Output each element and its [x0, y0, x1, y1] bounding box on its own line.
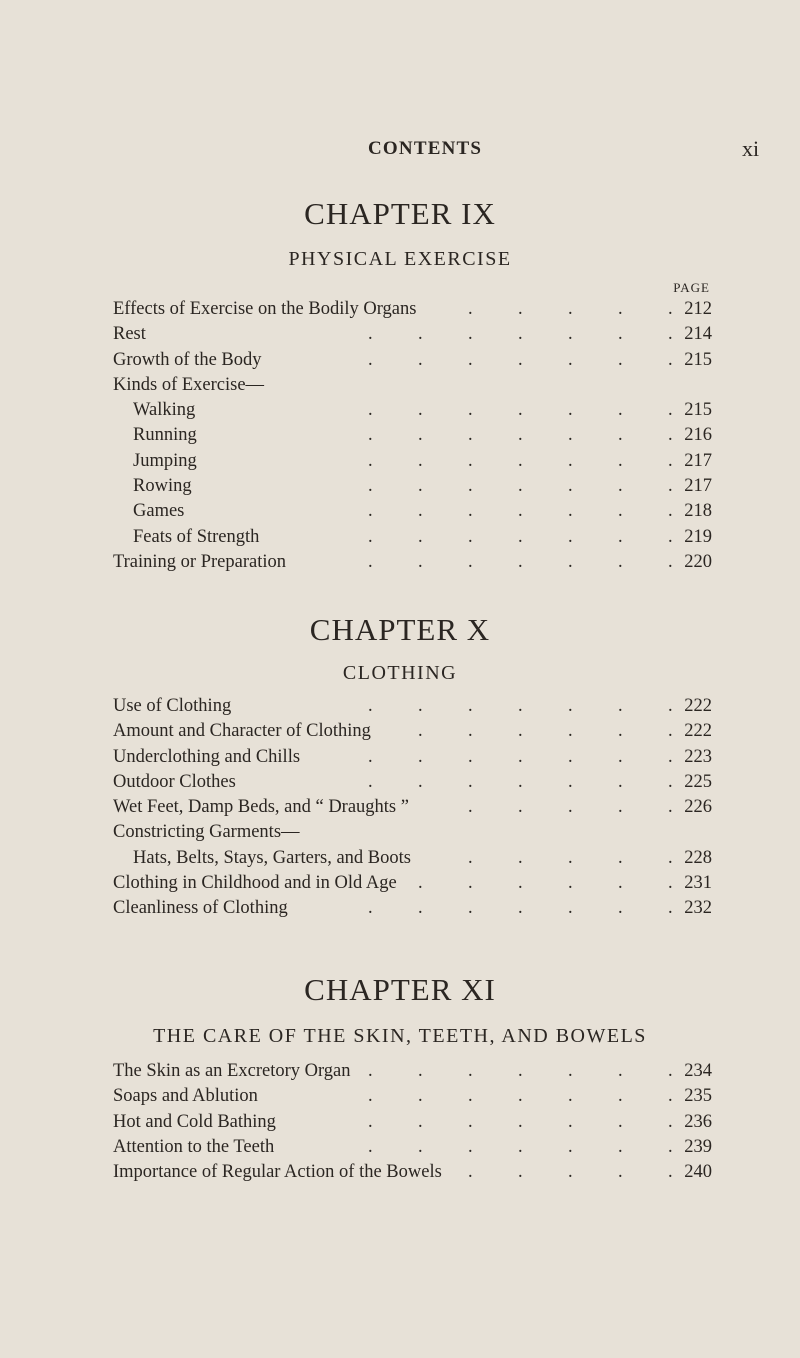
leader-dot: .: [468, 746, 473, 767]
leader-dot: .: [468, 1111, 473, 1132]
leader-dot: .: [518, 898, 523, 919]
leader-dot: .: [568, 847, 573, 868]
leader-dot: .: [418, 898, 423, 919]
leader-dot: .: [518, 696, 523, 716]
toc-entry-title: Outdoor Clothes: [113, 771, 236, 792]
chapter-entries: [0, 297, 800, 575]
leader-dot: .: [468, 349, 473, 370]
toc-entry: [0, 423, 800, 448]
toc-entry-title: Cleanliness of Clothing: [113, 898, 288, 919]
toc-entry: [0, 896, 800, 921]
leader-dot: .: [468, 771, 473, 792]
leader-dot: .: [668, 797, 673, 818]
leader-dot: .: [618, 324, 623, 345]
toc-entry-page: 228: [684, 847, 712, 868]
toc-entry-title: Hot and Cold Bathing: [113, 1111, 276, 1132]
toc-entry-page: 239: [684, 1136, 712, 1157]
toc-entry-page: 217: [684, 476, 712, 497]
leader-dot: .: [518, 324, 523, 345]
toc-entry-page: 216: [684, 425, 712, 446]
leader-dot: .: [418, 501, 423, 522]
leader-dot: .: [668, 847, 673, 868]
leader-dot: .: [568, 476, 573, 497]
leader-dot: .: [618, 847, 623, 868]
leader-dot: .: [368, 1111, 373, 1132]
leader-dot: .: [668, 324, 673, 345]
toc-entry-page: 217: [684, 450, 712, 471]
toc-entry: [0, 719, 800, 744]
toc-entry: [0, 398, 800, 423]
leader-dot: .: [518, 847, 523, 868]
leader-dot: .: [468, 873, 473, 894]
leader-dot: .: [468, 299, 473, 319]
leader-dot: .: [618, 1086, 623, 1107]
leader-dot: .: [468, 551, 473, 572]
leader-dot: .: [568, 324, 573, 345]
toc-entry-title: Attention to the Teeth: [113, 1136, 275, 1157]
toc-entry: [0, 846, 800, 871]
leader-dot: .: [668, 873, 673, 894]
leader-dot: .: [368, 1086, 373, 1107]
leader-dot: .: [418, 746, 423, 767]
leader-dot: .: [668, 450, 673, 471]
toc-entry: [0, 499, 800, 524]
toc-entry: [0, 1160, 800, 1185]
leader-dot: .: [368, 476, 373, 497]
toc-entry-title: Use of Clothing: [113, 696, 232, 716]
leader-dot: .: [368, 324, 373, 345]
toc-entry-page: 222: [684, 721, 712, 742]
leader-dot: .: [668, 746, 673, 767]
toc-entry-title: Underclothing and Chills: [113, 746, 301, 767]
leader-dot: .: [418, 324, 423, 345]
leader-dot: .: [618, 400, 623, 421]
toc-entry-page: 212: [684, 299, 712, 319]
leader-dot: .: [418, 1086, 423, 1107]
leader-dot: .: [518, 1162, 523, 1183]
leader-dot: .: [418, 551, 423, 572]
leader-dot: .: [668, 1136, 673, 1157]
toc-entry-page: 240: [684, 1162, 712, 1183]
toc-entry: [0, 449, 800, 474]
leader-dot: .: [468, 324, 473, 345]
toc-entry-page: 220: [684, 551, 712, 572]
leader-dot: .: [418, 450, 423, 471]
chapter-subtitle: CLOTHING: [342, 662, 458, 684]
toc-entry: [0, 1135, 800, 1160]
toc-entry: [0, 322, 800, 347]
toc-entry-page: 236: [684, 1111, 712, 1132]
leader-dot: .: [468, 1061, 473, 1081]
leader-dot: .: [618, 526, 623, 547]
leader-dot: .: [618, 771, 623, 792]
toc-entry-title: Soaps and Ablution: [113, 1086, 258, 1107]
leader-dot: .: [668, 299, 673, 319]
toc-entry-title: Wet Feet, Damp Beds, and “ Draughts ”: [113, 797, 409, 818]
toc-entry-title: Effects of Exercise on the Bodily Organs: [113, 299, 417, 319]
leader-dot: .: [568, 1086, 573, 1107]
chapter-entries: [0, 694, 800, 922]
leader-dot: .: [618, 349, 623, 370]
leader-dot: .: [618, 299, 623, 319]
leader-dot: .: [468, 1086, 473, 1107]
toc-entry-page: 223: [684, 746, 712, 767]
leader-dot: .: [468, 847, 473, 868]
leader-dot: .: [618, 1111, 623, 1132]
leader-dot: .: [618, 450, 623, 471]
leader-dot: .: [518, 771, 523, 792]
toc-entry-title: Kinds of Exercise—: [113, 374, 265, 395]
leader-dot: .: [418, 1136, 423, 1157]
leader-dot: .: [418, 1111, 423, 1132]
leader-dot: .: [368, 349, 373, 370]
leader-dot: .: [418, 1061, 423, 1081]
leader-dot: .: [518, 476, 523, 497]
leader-dot: .: [418, 425, 423, 446]
leader-dot: .: [568, 771, 573, 792]
leader-dot: .: [368, 746, 373, 767]
leader-dot: .: [468, 1162, 473, 1183]
leader-dot: .: [518, 400, 523, 421]
leader-dot: .: [468, 400, 473, 421]
toc-entry: [0, 770, 800, 795]
toc-entry-title: Amount and Character of Clothing: [113, 721, 371, 742]
leader-dot: .: [618, 696, 623, 716]
leader-dot: .: [568, 1111, 573, 1132]
leader-dot: .: [568, 501, 573, 522]
leader-dot: .: [368, 501, 373, 522]
leader-dot: .: [468, 721, 473, 742]
leader-dot: .: [468, 696, 473, 716]
toc-entry: [0, 1110, 800, 1135]
leader-dot: .: [368, 1061, 373, 1081]
leader-dot: .: [668, 721, 673, 742]
leader-dot: .: [518, 1086, 523, 1107]
toc-entry: [0, 820, 800, 845]
chapter-heading: CHAPTER IX: [304, 196, 496, 231]
toc-entry: [0, 871, 800, 896]
leader-dot: .: [668, 476, 673, 497]
leader-dot: .: [668, 400, 673, 421]
leader-dot: .: [518, 1061, 523, 1081]
toc-entry-page: 232: [684, 898, 712, 919]
toc-entry-title: Constricting Garments—: [113, 822, 300, 843]
toc-entry-title: Clothing in Childhood and in Old Age: [113, 873, 397, 894]
leader-dot: .: [668, 1162, 673, 1183]
toc-entry-title: Games: [133, 501, 185, 522]
running-head: [0, 138, 800, 168]
leader-dot: .: [568, 551, 573, 572]
toc-entry-page: 226: [684, 797, 712, 818]
chapter-subtitle: THE CARE OF THE SKIN, TEETH, AND BOWELS: [153, 1025, 647, 1047]
leader-dot: .: [418, 476, 423, 497]
chapter-entries: [0, 1059, 800, 1185]
toc-entry: [0, 1059, 800, 1084]
running-head-title: CONTENTS: [368, 138, 483, 159]
leader-dot: .: [618, 425, 623, 446]
leader-dot: .: [568, 299, 573, 319]
toc-entry: [0, 1084, 800, 1109]
leader-dot: .: [518, 299, 523, 319]
leader-dot: .: [368, 551, 373, 572]
leader-dot: .: [668, 501, 673, 522]
leader-dot: .: [668, 1086, 673, 1107]
leader-dot: .: [568, 746, 573, 767]
leader-dot: .: [468, 526, 473, 547]
leader-dot: .: [568, 526, 573, 547]
leader-dot: .: [618, 873, 623, 894]
toc-entry-title: Importance of Regular Action of the Bowels: [113, 1162, 442, 1183]
leader-dot: .: [518, 1111, 523, 1132]
leader-dot: .: [368, 526, 373, 547]
leader-dot: .: [668, 1111, 673, 1132]
toc-entry-page: 222: [684, 696, 712, 716]
leader-dot: .: [418, 873, 423, 894]
page-column-label: PAGE: [673, 280, 710, 295]
leader-dot: .: [668, 696, 673, 716]
leader-dot: .: [668, 1061, 673, 1081]
leader-dot: .: [418, 771, 423, 792]
toc-entry-title: Rowing: [133, 476, 192, 497]
leader-dot: .: [668, 771, 673, 792]
leader-dot: .: [418, 526, 423, 547]
leader-dot: .: [518, 349, 523, 370]
toc-entry-title: Running: [133, 425, 197, 446]
leader-dot: .: [518, 450, 523, 471]
leader-dot: .: [418, 696, 423, 716]
toc-entry-title: Walking: [133, 400, 196, 421]
leader-dot: .: [418, 349, 423, 370]
toc-entry: [0, 297, 800, 322]
leader-dot: .: [468, 1136, 473, 1157]
toc-entry-title: Growth of the Body: [113, 349, 262, 370]
leader-dot: .: [618, 746, 623, 767]
toc-entry-page: 214: [684, 324, 712, 345]
leader-dot: .: [568, 1162, 573, 1183]
leader-dot: .: [518, 526, 523, 547]
leader-dot: .: [668, 349, 673, 370]
leader-dot: .: [618, 501, 623, 522]
toc-entry-title: Jumping: [133, 450, 197, 471]
toc-entry-title: Rest: [113, 324, 146, 345]
leader-dot: .: [368, 400, 373, 421]
leader-dot: .: [618, 721, 623, 742]
toc-entry-page: 234: [684, 1061, 712, 1081]
toc-entry-page: 235: [684, 1086, 712, 1107]
leader-dot: .: [518, 551, 523, 572]
toc-entry: [0, 474, 800, 499]
leader-dot: .: [518, 721, 523, 742]
leader-dot: .: [568, 1136, 573, 1157]
leader-dot: .: [668, 425, 673, 446]
leader-dot: .: [618, 797, 623, 818]
leader-dot: .: [468, 450, 473, 471]
leader-dot: .: [568, 1061, 573, 1081]
leader-dot: .: [568, 349, 573, 370]
toc-entry: [0, 373, 800, 398]
toc-entry: [0, 550, 800, 575]
leader-dot: .: [468, 501, 473, 522]
leader-dot: .: [618, 1061, 623, 1081]
leader-dot: .: [368, 1136, 373, 1157]
leader-dot: .: [518, 1136, 523, 1157]
leader-dot: .: [568, 450, 573, 471]
leader-dot: .: [568, 721, 573, 742]
leader-dot: .: [668, 526, 673, 547]
leader-dot: .: [368, 425, 373, 446]
toc-entry-title: Feats of Strength: [133, 526, 260, 547]
toc-entry: [0, 348, 800, 373]
leader-dot: .: [518, 425, 523, 446]
leader-dot: .: [568, 400, 573, 421]
toc-entry: [0, 745, 800, 770]
toc-entry-page: 219: [684, 526, 712, 547]
toc-entry-title: Training or Preparation: [113, 551, 286, 572]
chapter-subtitle: PHYSICAL EXERCISE: [288, 248, 512, 270]
leader-dot: .: [618, 1162, 623, 1183]
toc-entry: [0, 694, 800, 719]
leader-dot: .: [518, 797, 523, 818]
toc-entry-title: The Skin as an Excretory Organ: [113, 1061, 351, 1081]
leader-dot: .: [468, 898, 473, 919]
leader-dot: .: [518, 746, 523, 767]
toc-entry-page: 231: [684, 873, 712, 894]
leader-dot: .: [668, 551, 673, 572]
leader-dot: .: [518, 501, 523, 522]
leader-dot: .: [368, 696, 373, 716]
leader-dot: .: [618, 476, 623, 497]
toc-entry: [0, 795, 800, 820]
toc-entry-page: 218: [684, 501, 712, 522]
running-head-page-number: xi: [742, 136, 760, 161]
toc-entry-title: Hats, Belts, Stays, Garters, and Boots: [133, 847, 411, 868]
leader-dot: .: [418, 400, 423, 421]
leader-dot: .: [568, 425, 573, 446]
leader-dot: .: [368, 450, 373, 471]
toc-entry-page: 225: [684, 771, 712, 792]
leader-dot: .: [568, 873, 573, 894]
leader-dot: .: [568, 797, 573, 818]
leader-dot: .: [618, 1136, 623, 1157]
toc-entry: [0, 525, 800, 550]
leader-dot: .: [568, 696, 573, 716]
leader-dot: .: [368, 771, 373, 792]
toc-entry-page: 215: [684, 349, 712, 370]
leader-dot: .: [568, 898, 573, 919]
toc-entry-page: 215: [684, 400, 712, 421]
leader-dot: .: [468, 797, 473, 818]
chapter-heading: CHAPTER X: [309, 612, 491, 647]
leader-dot: .: [418, 721, 423, 742]
leader-dot: .: [468, 476, 473, 497]
leader-dot: .: [618, 898, 623, 919]
leader-dot: .: [368, 898, 373, 919]
leader-dot: .: [618, 551, 623, 572]
leader-dot: .: [468, 425, 473, 446]
leader-dot: .: [518, 873, 523, 894]
leader-dot: .: [668, 898, 673, 919]
chapter-heading: CHAPTER XI: [304, 972, 496, 1007]
